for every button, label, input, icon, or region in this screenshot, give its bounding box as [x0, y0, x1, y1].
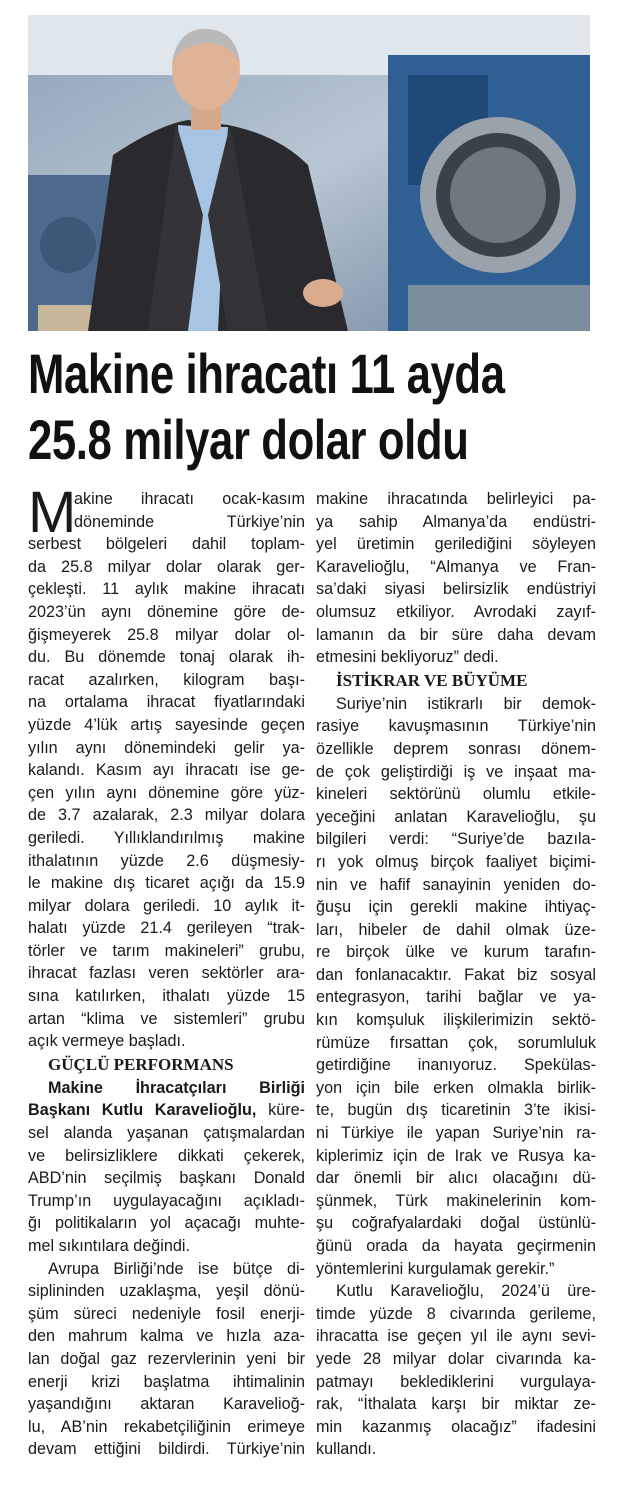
- text-line: şünmek, Türk makinelerinin kom-: [316, 1191, 596, 1210]
- text-line: milyar dolara geriledi. 10 aylık it-: [28, 896, 305, 915]
- text-line: bilgileri verdi: “Suriye’de bazıla-: [316, 830, 596, 849]
- text-line: yeceğini anlatan Karavelioğlu, şu: [316, 807, 596, 826]
- text-line: yöntemlerini kurgulamak gerekir.”: [316, 1259, 555, 1278]
- text-line: kalandı. Kasım ayı ihracatı ise ge-: [28, 761, 305, 780]
- text-line: patmayı beklediklerini vurgulaya-: [316, 1372, 596, 1391]
- text-line: na ortalama ihracat fiyatlarındaki: [28, 693, 305, 712]
- text-line: şu coğrafyalardaki doğal üstünlü-: [316, 1214, 596, 1233]
- text-line: timde yüzde 8 civarında gerileme,: [316, 1304, 596, 1323]
- text-line: ğünü orada da hayata geçirmenin: [316, 1237, 596, 1255]
- text-line: artan “klima ve sistemleri” grubu: [28, 1009, 305, 1028]
- text-line: ihracatta ise geçen yıl ile aynı sevi-: [316, 1327, 596, 1346]
- text-line: yede 28 milyar dolar civarında ka-: [316, 1349, 596, 1368]
- text-line: ya sahip Almanya’da endüstri-: [316, 512, 596, 531]
- text-line: lu, AB’nin rekabetçiliğinin erimeye: [28, 1417, 305, 1436]
- section-subheading: İSTİKRAR VE BÜYÜME: [336, 670, 528, 690]
- article-paragraph: [316, 1280, 596, 1461]
- text-line: enerji krizi başlatma ihtimalinin: [28, 1372, 305, 1391]
- article-paragraph: [316, 693, 596, 1280]
- text-line: Suriye’nin istikrarlı bir demok-: [336, 694, 596, 713]
- text-line: rı yok olmuş birçok faaliyet biçimi-: [316, 852, 596, 871]
- text-line: yaşandığını aktaran Karavelioğ-: [28, 1395, 305, 1414]
- text-line: rümüze fırsattan çok, sorumluluk: [316, 1033, 596, 1052]
- text-line: ni Türkiye ile yapan Suriye’nin ra-: [316, 1124, 596, 1143]
- text-line: çen yılın aynı dönemine göre yüz-: [28, 783, 305, 802]
- text-line: makine ihracatında belirleyici pa-: [316, 490, 596, 508]
- headline-line-2: 25.8 milyar dolar oldu: [28, 408, 469, 471]
- article-column-right: [316, 488, 596, 1461]
- drop-cap: M: [28, 480, 77, 545]
- text-line: rasiye kavuşmasının Türkiye’nin: [316, 717, 596, 736]
- text-line: siplininden uzaklaşma, yeşil dönü-: [28, 1282, 305, 1301]
- text-line: 2023’ün aynı dönemine göre de-: [28, 602, 305, 621]
- text-line: Avrupa Birliği’nde ise bütçe di-: [48, 1259, 305, 1278]
- text-line: sa’daki siyasi belirsizlik endüstriyi: [316, 580, 596, 599]
- text-line: yon için bile erken olmakla birlik-: [316, 1078, 596, 1097]
- article-paragraph: [28, 1258, 305, 1461]
- text-line: ğişmeyerek 25.8 milyar dolar ol-: [28, 625, 305, 644]
- text-line: yılın aynı dönemindeki gelir ya-: [28, 738, 305, 757]
- text-line: du. Bu dönemde tonaj olarak ih-: [28, 648, 305, 667]
- text-line: kullandı.: [316, 1440, 377, 1459]
- text-line: lan doğal gaz rezervlerinin yeni bir: [28, 1349, 305, 1368]
- text-line: ve belirsizliklere dikkati çekerek,: [28, 1146, 305, 1165]
- text-line: Trump’ın uygulayacağını açıkladı-: [28, 1191, 305, 1210]
- text-line: min kazanmış olacağız” ifadesini: [316, 1417, 596, 1436]
- text-line: de çok geliştirdiği iş ve inşaat ma-: [316, 762, 596, 781]
- text-line: ları, hibeler de dahil olmak üze-: [316, 920, 596, 939]
- text-line: getirdiğine inanıyoruz. Spekülas-: [316, 1056, 596, 1075]
- text-line: kiplerimiz için de Irak ve Rusya ka-: [316, 1146, 596, 1165]
- text-line: ğuşu için gerekli makine ihtiyaç-: [316, 898, 596, 917]
- text-line: çekleşti. 11 aylık makine ihracatı: [28, 580, 305, 599]
- photo-man-in-suit-factory-icon: [28, 15, 590, 331]
- text-line: dan fonlanacaktır. Fakat biz sosyal: [316, 965, 596, 984]
- text-line: Makine İhracatçıları Birliği: [48, 1078, 305, 1097]
- article-paragraph: [28, 480, 305, 1053]
- text-line: etmesini bekliyoruz” dedi.: [316, 648, 499, 667]
- text-line: Kutlu Karavelioğlu, 2024’ü üre-: [336, 1282, 596, 1301]
- text-line: de 3.7 azalarak, 2.3 milyar dolara: [28, 806, 305, 825]
- text-line: ABD’nin seçilmiş başkanı Donald: [28, 1169, 305, 1188]
- text-line: döneminde Türkiye’nin: [74, 512, 305, 531]
- text-line: törler ve tarım makineleri” grubu,: [28, 941, 305, 960]
- text-line: Başkanı Kutlu Karavelioğlu, küre-: [28, 1101, 305, 1120]
- text-line: geriledi. Yıllıklandırılmış makine: [28, 828, 305, 847]
- article-paragraph: [316, 488, 596, 669]
- text-line: şüm süreci nedeniyle fosil enerji-: [28, 1304, 305, 1323]
- text-line: mel sıkıntılara değindi.: [28, 1237, 190, 1255]
- text-line: serbest bölgeleri dahil toplam-: [28, 535, 305, 554]
- text-line: da 25.8 milyar dolar olarak ger-: [28, 557, 305, 576]
- text-line: olumsuz etkiliyor. Avrodaki zayıf-: [316, 602, 596, 621]
- text-line: lamanın da bir süre daha devam: [316, 625, 596, 644]
- article-photo: [28, 15, 590, 331]
- article-paragraph: [28, 1077, 305, 1258]
- text-line: racat azalırken, kilogram başı-: [28, 670, 305, 689]
- text-line: dar önemli bir alıcı olacağını dü-: [316, 1169, 596, 1188]
- text-line: nin ve hafif sanayinin yeniden do-: [316, 875, 596, 894]
- text-line: halatı yüzde 21.4 gerileyen “trak-: [28, 919, 305, 938]
- text-line: açık vermeye başladı.: [28, 1032, 186, 1051]
- text-line: re birçok ülke ve kurum tarafın-: [316, 943, 596, 962]
- text-line: özellikle deprem sonrası dönem-: [316, 739, 596, 758]
- text-line: ihracat fazlası veren sektörler ara-: [28, 964, 305, 983]
- text-line: kineleri sektörünü olumlu etkile-: [316, 785, 596, 804]
- text-line: te, bugün dış ticaretinin 3’te ikisi-: [316, 1101, 596, 1120]
- text-line: entegrasyon, tarihi bağlar ve ya-: [316, 988, 596, 1007]
- text-line: sına katılırken, ithalatı yüzde 15: [28, 987, 305, 1006]
- article-column-left: [28, 480, 305, 1461]
- text-line: yüzde 4’lük artış sayesinde geçen: [28, 715, 305, 734]
- text-line: ğı politikaların yol açacağı muhte-: [28, 1214, 305, 1233]
- headline-line-1: Makine ihracatı 11 ayda: [28, 342, 505, 405]
- text-line: den mahrum kalma ve hızla aza-: [28, 1327, 305, 1346]
- text-line: ithalatının yüzde 2.6 düşmesiy-: [28, 851, 305, 870]
- text-line: kın komşuluk ilişkilerimizin sektö-: [316, 1011, 596, 1030]
- section-subheading: GÜÇLÜ PERFORMANS: [48, 1054, 234, 1074]
- text-line: Karavelioğlu, “Almanya ve Fran-: [316, 557, 596, 576]
- text-line: devam ettiğini bildirdi. Türkiye’nin: [28, 1440, 305, 1459]
- text-line: akine ihracatı ocak-kasım: [74, 490, 305, 508]
- text-line: le makine dış ticaret açığı da 15.9: [28, 874, 305, 893]
- text-line: rak, “İthalata karşı bir miktar ze-: [316, 1395, 596, 1414]
- text-line: sel alanda yaşanan çatışmalardan: [28, 1124, 305, 1143]
- text-line: yel üretimin gerilediğini söyleyen: [316, 535, 596, 554]
